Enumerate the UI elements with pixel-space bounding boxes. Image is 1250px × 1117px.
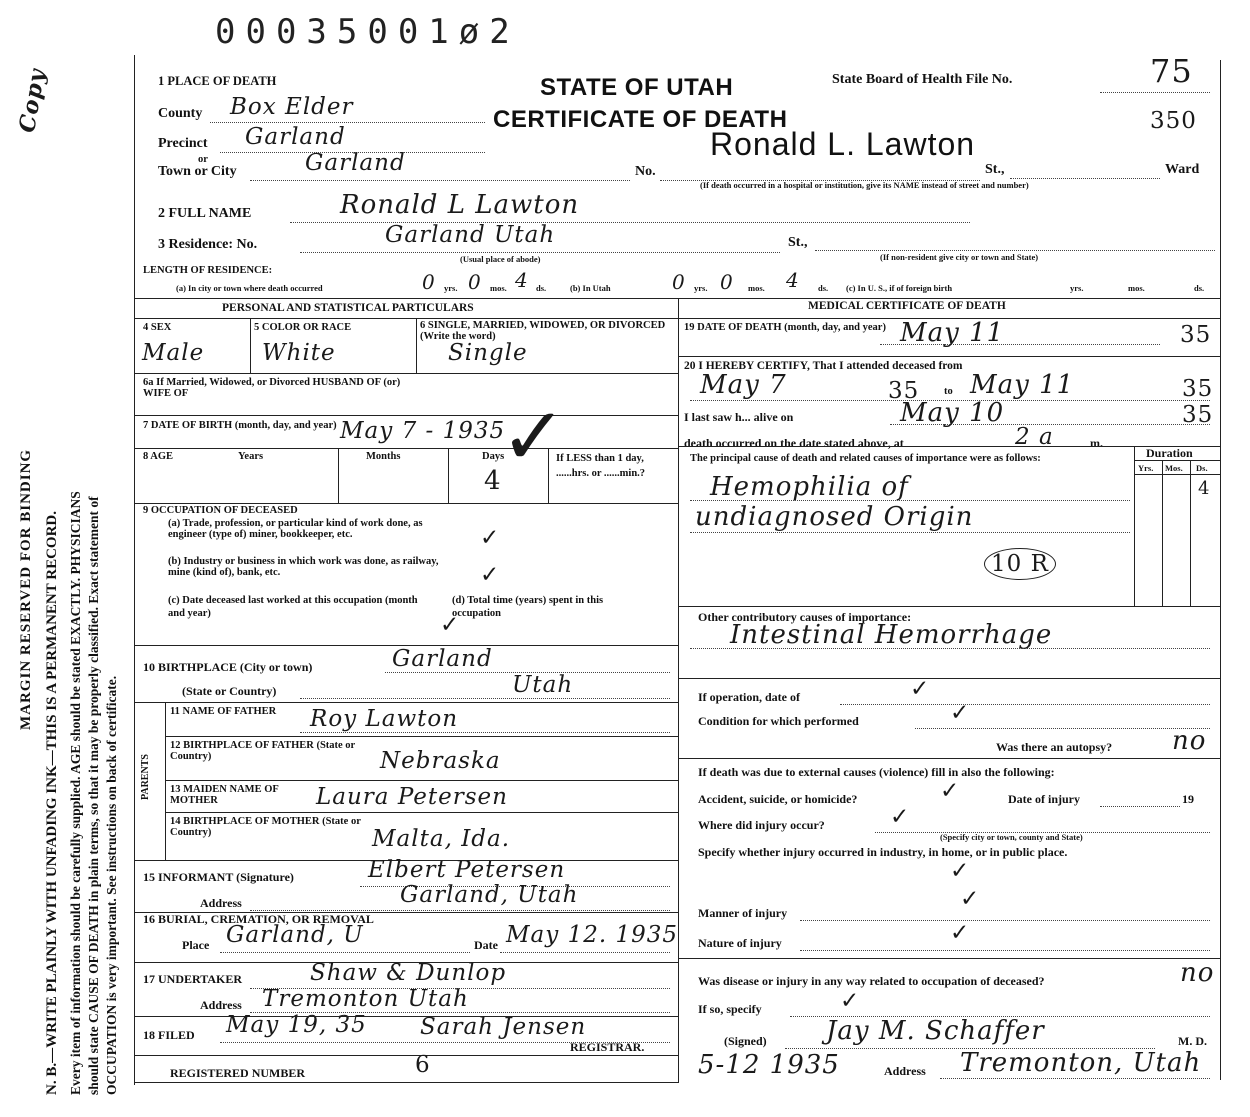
full-name-value: Ronald L Lawton bbox=[340, 190, 580, 220]
residence-b-mos: 0 bbox=[720, 270, 734, 294]
margin-binding-text: MARGIN RESERVED FOR BINDING bbox=[18, 448, 34, 730]
precinct-label: Precinct bbox=[158, 136, 208, 151]
dod-year: 35 bbox=[1180, 322, 1212, 348]
burial-label: 16 BURIAL, CREMATION, OR REMOVAL bbox=[143, 912, 374, 926]
father-name: Roy Lawton bbox=[310, 706, 459, 732]
manner-label: Manner of injury bbox=[698, 906, 788, 920]
less-than-label: If LESS than 1 day, ......hrs. or ......min.? bbox=[556, 453, 646, 479]
place-of-death-heading: 1 PLACE OF DEATH bbox=[158, 74, 277, 88]
residence-st-label: St., bbox=[788, 235, 808, 250]
or-label: or bbox=[198, 154, 208, 165]
occupation-a-label: (a) Trade, profession, or particular kind of work done, as engineer (type of) miner, bookkeeper, etc. bbox=[168, 518, 423, 540]
burial-date-label: Date bbox=[474, 938, 498, 952]
operation-label: If operation, date of bbox=[698, 690, 800, 704]
margin-instruction-3: OCCUPATION is very important. See instructions on back of certificate. bbox=[104, 675, 119, 1095]
margin-instruction-2: should state CAUSE OF DEATH in plain terms, so that it may be properly classified. Exact statement of bbox=[86, 496, 101, 1095]
duration-label: Duration bbox=[1146, 446, 1193, 460]
personal-heading: PERSONAL AND STATISTICAL PARTICULARS bbox=[222, 302, 474, 314]
undertaker-address-label: Address bbox=[200, 998, 242, 1012]
occurred-label: death occurred on the date stated above, at bbox=[684, 436, 904, 450]
dob-label: 7 DATE OF BIRTH (month, day, and year) bbox=[143, 420, 337, 431]
physician-address: Tremonton, Utah bbox=[960, 1048, 1202, 1078]
mother-name-label: 13 MAIDEN NAME OF MOTHER bbox=[170, 784, 279, 806]
nonresident-note: (If non-resident give city or town and State) bbox=[880, 252, 1039, 262]
residence-a-mos: 0 bbox=[468, 270, 482, 294]
residence-b-yrs: 0 bbox=[672, 270, 686, 294]
registration-no: 350 bbox=[1150, 108, 1197, 134]
age-months-label: Months bbox=[366, 451, 401, 462]
cause-line-2: undiagnosed Origin bbox=[695, 502, 974, 532]
birthplace-state-label: (State or Country) bbox=[182, 684, 277, 698]
related-label: Was disease or injury in any way related to occupation of deceased? bbox=[698, 974, 1045, 988]
no-label: No. bbox=[635, 164, 656, 179]
certificate-title: CERTIFICATE OF DEATH bbox=[493, 106, 788, 133]
age-days-label: Days bbox=[482, 451, 505, 462]
external-causes-label: If death was due to external causes (violence) fill in also the following: bbox=[698, 765, 1055, 779]
autopsy-label: Was there an autopsy? bbox=[996, 740, 1113, 754]
precinct-value: Garland bbox=[245, 124, 346, 150]
spouse-label: 6a If Married, Widowed, or Divorced HUSBAND OF (or) WIFE OF bbox=[143, 377, 401, 399]
occupation-b-label: (b) Industry or business in which work was done, as railway, mine (kind of), bank, etc. bbox=[168, 556, 439, 578]
burial-place-label: Place bbox=[182, 938, 210, 952]
birthplace-city: Garland bbox=[392, 646, 493, 672]
cause-code: 10 R bbox=[984, 548, 1056, 580]
certificate-stamp-number: 00035001ø2 bbox=[215, 12, 520, 52]
county-label: County bbox=[158, 106, 203, 121]
undertaker-address: Tremonton Utah bbox=[262, 986, 469, 1012]
left-border bbox=[134, 55, 135, 1085]
attended-from-year: 35 bbox=[888, 378, 920, 404]
father-birthplace: Nebraska bbox=[380, 748, 501, 774]
certify-label: 20 I HEREBY CERTIFY, That I attended deceased from bbox=[684, 360, 963, 372]
m-label: m. bbox=[1090, 436, 1103, 450]
father-birthplace-label: 12 BIRTHPLACE OF FATHER (State or Country) bbox=[170, 740, 356, 762]
last-saw-year: 35 bbox=[1182, 402, 1214, 428]
if-so-label: If so, specify bbox=[698, 1002, 762, 1016]
related-value: no bbox=[1180, 958, 1215, 988]
typed-name: Ronald L. Lawton bbox=[710, 126, 976, 162]
last-saw-label: I last saw h... alive on bbox=[684, 410, 794, 424]
margin-instruction-1: Every item of information should be carefully supplied. AGE should be stated EXACTLY. PHYSICIANS bbox=[68, 491, 83, 1095]
where-note: (Specify city or town, county and State) bbox=[940, 832, 1083, 842]
st-label: St., bbox=[985, 162, 1005, 177]
dob-value: May 7 - 1935 bbox=[340, 418, 506, 444]
age-days-value: 4 bbox=[484, 466, 502, 496]
mother-birthplace: Malta, Ida. bbox=[372, 826, 511, 852]
town-label: Town or City bbox=[158, 164, 237, 179]
marital-label: 6 SINGLE, MARRIED, WIDOWED, OR DIVORCED (Write the word) bbox=[420, 320, 666, 342]
color-value: White bbox=[262, 340, 336, 366]
age-label: 8 AGE bbox=[143, 451, 174, 462]
informant-address: Garland, Utah bbox=[400, 882, 579, 908]
sex-label: 4 SEX bbox=[143, 322, 172, 333]
file-no-label: State Board of Health File No. bbox=[832, 72, 1013, 87]
condition-label: Condition for which performed bbox=[698, 714, 859, 728]
copy-mark: Copy bbox=[14, 66, 51, 135]
signed-label: (Signed) bbox=[724, 1034, 767, 1048]
section-divider bbox=[134, 298, 1220, 299]
specify-injury-label: Specify whether injury occurred in industry, in home, or in public place. bbox=[698, 845, 1068, 859]
full-name-label: 2 FULL NAME bbox=[158, 206, 252, 221]
occupation-c-label: (c) Date deceased last worked at this occupation (month and year) bbox=[168, 595, 418, 619]
registrar-label: REGISTRAR. bbox=[570, 1040, 645, 1054]
filed-label: 18 FILED bbox=[143, 1028, 195, 1042]
county-value: Box Elder bbox=[230, 94, 354, 120]
burial-date: May 12. 1935 bbox=[506, 922, 678, 948]
informant-label: 15 INFORMANT (Signature) bbox=[143, 870, 294, 884]
father-name-label: 11 NAME OF FATHER bbox=[170, 706, 277, 717]
attended-to: May 11 bbox=[970, 370, 1075, 400]
physician-signature: Jay M. Schaffer bbox=[826, 1016, 1045, 1046]
nature-label: Nature of injury bbox=[698, 936, 782, 950]
town-value: Garland bbox=[305, 150, 406, 176]
residence-value: Garland Utah bbox=[385, 222, 556, 248]
ward-label: Ward bbox=[1165, 162, 1200, 177]
injury-date-label: Date of injury bbox=[1008, 792, 1080, 806]
occupation-d-label: (d) Total time (years) spent in this occupation bbox=[452, 595, 604, 619]
sex-value: Male bbox=[142, 340, 205, 366]
residence-a-yrs: 0 bbox=[422, 270, 436, 294]
occurred-time: 2 a bbox=[1015, 424, 1054, 450]
residence-b-label: (b) In Utah bbox=[570, 283, 611, 293]
to-label: to bbox=[944, 386, 953, 397]
age-checkmark: ✓ bbox=[500, 390, 569, 483]
registered-number-label: REGISTERED NUMBER bbox=[170, 1066, 306, 1080]
registered-number: 6 bbox=[415, 1052, 431, 1078]
signed-date: 5-12 1935 bbox=[698, 1050, 840, 1080]
last-saw-date: May 10 bbox=[900, 398, 1005, 428]
occupation-label: 9 OCCUPATION OF DECEASED bbox=[143, 505, 298, 516]
duration-value: 4 bbox=[1198, 478, 1211, 499]
physician-address-label: Address bbox=[884, 1064, 926, 1078]
usual-abode-note: (Usual place of abode) bbox=[460, 254, 541, 264]
marital-value: Single bbox=[448, 340, 528, 366]
attended-to-year: 35 bbox=[1182, 376, 1214, 402]
duration-yrs: Yrs. bbox=[1138, 463, 1154, 473]
column-divider bbox=[678, 298, 679, 1083]
attended-from: May 7 bbox=[700, 370, 787, 400]
dod-value: May 11 bbox=[900, 318, 1005, 348]
age-years-label: Years bbox=[238, 451, 264, 462]
duration-mos: Mos. bbox=[1165, 463, 1183, 473]
undertaker-name: Shaw & Dunlop bbox=[310, 960, 507, 986]
filed-date: May 19, 35 bbox=[226, 1012, 367, 1038]
autopsy-value: no bbox=[1172, 726, 1207, 756]
injury-year-label: 19 bbox=[1182, 792, 1194, 806]
accident-label: Accident, suicide, or homicide? bbox=[698, 792, 858, 806]
md-label: M. D. bbox=[1178, 1034, 1207, 1048]
color-label: 5 COLOR OR RACE bbox=[254, 322, 352, 333]
file-no-value: 75 bbox=[1150, 52, 1193, 90]
residence-a-label: (a) In city or town where death occurred bbox=[176, 283, 323, 293]
residence-c-label: (c) In U. S., if of foreign birth bbox=[846, 283, 953, 293]
cause-line-1: Hemophilia of bbox=[710, 472, 909, 502]
length-of-residence-label: LENGTH OF RESIDENCE: bbox=[143, 265, 273, 276]
contributory-cause: Intestinal Hemorrhage bbox=[730, 620, 1053, 650]
informant-address-label: Address bbox=[200, 896, 242, 910]
undertaker-label: 17 UNDERTAKER bbox=[143, 972, 243, 986]
mother-name: Laura Petersen bbox=[316, 784, 508, 810]
state-title: STATE OF UTAH bbox=[540, 74, 734, 101]
residence-b-ds: 4 bbox=[786, 268, 800, 292]
right-border bbox=[1220, 60, 1221, 1080]
where-injury-label: Where did injury occur? bbox=[698, 818, 825, 832]
duration-ds: Ds. bbox=[1196, 463, 1208, 473]
informant-signature: Elbert Petersen bbox=[368, 857, 566, 883]
birthplace-state: Utah bbox=[512, 672, 574, 698]
burial-place: Garland, U bbox=[226, 922, 364, 948]
margin-ink-notice: N. B.—WRITE PLAINLY WITH UNFADING INK—THIS IS A PERMANENT RECORD. bbox=[44, 511, 60, 1095]
residence-label: 3 Residence: No. bbox=[158, 237, 258, 252]
cause-label: The principal cause of death and related causes of importance were as follows: bbox=[690, 453, 1041, 464]
medical-heading: MEDICAL CERTIFICATE OF DEATH bbox=[808, 300, 1006, 312]
contributory-label: Other contributory causes of importance: bbox=[698, 610, 912, 624]
registrar-signature: Sarah Jensen bbox=[420, 1014, 587, 1040]
residence-a-ds: 4 bbox=[515, 268, 529, 292]
mother-birthplace-label: 14 BIRTHPLACE OF MOTHER (State or Country) bbox=[170, 816, 361, 838]
hospital-note: (If death occurred in a hospital or institution, give its NAME instead of street and number) bbox=[700, 180, 1029, 190]
dod-label: 19 DATE OF DEATH (month, day, and year) bbox=[684, 322, 886, 333]
birthplace-label: 10 BIRTHPLACE (City or town) bbox=[143, 660, 313, 674]
parents-label: PARENTS bbox=[140, 754, 151, 800]
